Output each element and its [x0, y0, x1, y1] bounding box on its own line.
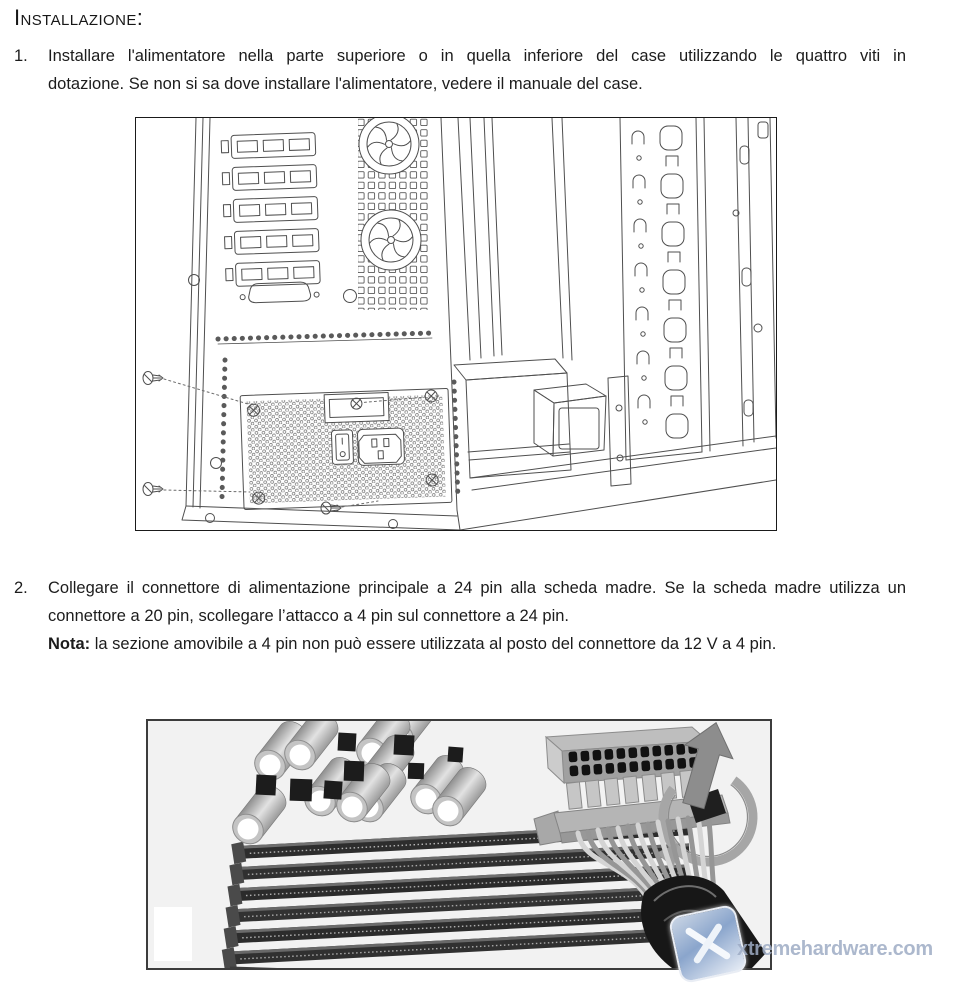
power-supply [240, 388, 452, 509]
drive-bay-panel [620, 118, 710, 460]
power-switch [331, 430, 353, 465]
text-line: dotazione. Se non si sa dove installare l'alimentatore, vedere il manuale del case. [48, 75, 643, 93]
side-wall [733, 118, 776, 446]
fan-grille [359, 118, 419, 174]
expansion-slots [221, 133, 321, 304]
case-line-drawing [136, 118, 776, 530]
text-line: Collegare il connettore di alimentazione principale a 24 pin alla scheda madre. Se la scheda madre utilizza un [48, 579, 906, 597]
note-line [48, 630, 906, 658]
x-logo-stroke [692, 922, 723, 964]
screw [143, 372, 163, 385]
list-number: 1. [14, 47, 28, 65]
list-number: 2. [14, 579, 28, 597]
text-line: Installare l'alimentatore nella parte superiore o in quella inferiore del case utilizzando le quattro viti in [48, 47, 906, 65]
note-label: Nota: [48, 635, 91, 653]
connector-box [534, 376, 631, 486]
text-line: connettore a 20 pin, scollegare l’attacco a 4 pin sul connettore a 24 pin. [48, 607, 570, 625]
note-text: la sezione amovibile a 4 pin non può essere utilizzata al posto del connettore da 12 V a 4 pin. [90, 635, 777, 653]
screw [143, 483, 163, 496]
list-item-text [48, 42, 906, 98]
watermark-text: xtremehardware.com [737, 938, 933, 960]
ac-inlet [357, 428, 404, 466]
white-patch [154, 907, 192, 961]
list-item-1 [14, 42, 906, 98]
page-title: Installazione: [14, 5, 144, 30]
fan-grille [361, 210, 421, 270]
screw [321, 502, 341, 514]
figure-psu-case-installation [135, 117, 777, 531]
list-item-text [48, 574, 906, 658]
list-item-2 [14, 574, 906, 658]
